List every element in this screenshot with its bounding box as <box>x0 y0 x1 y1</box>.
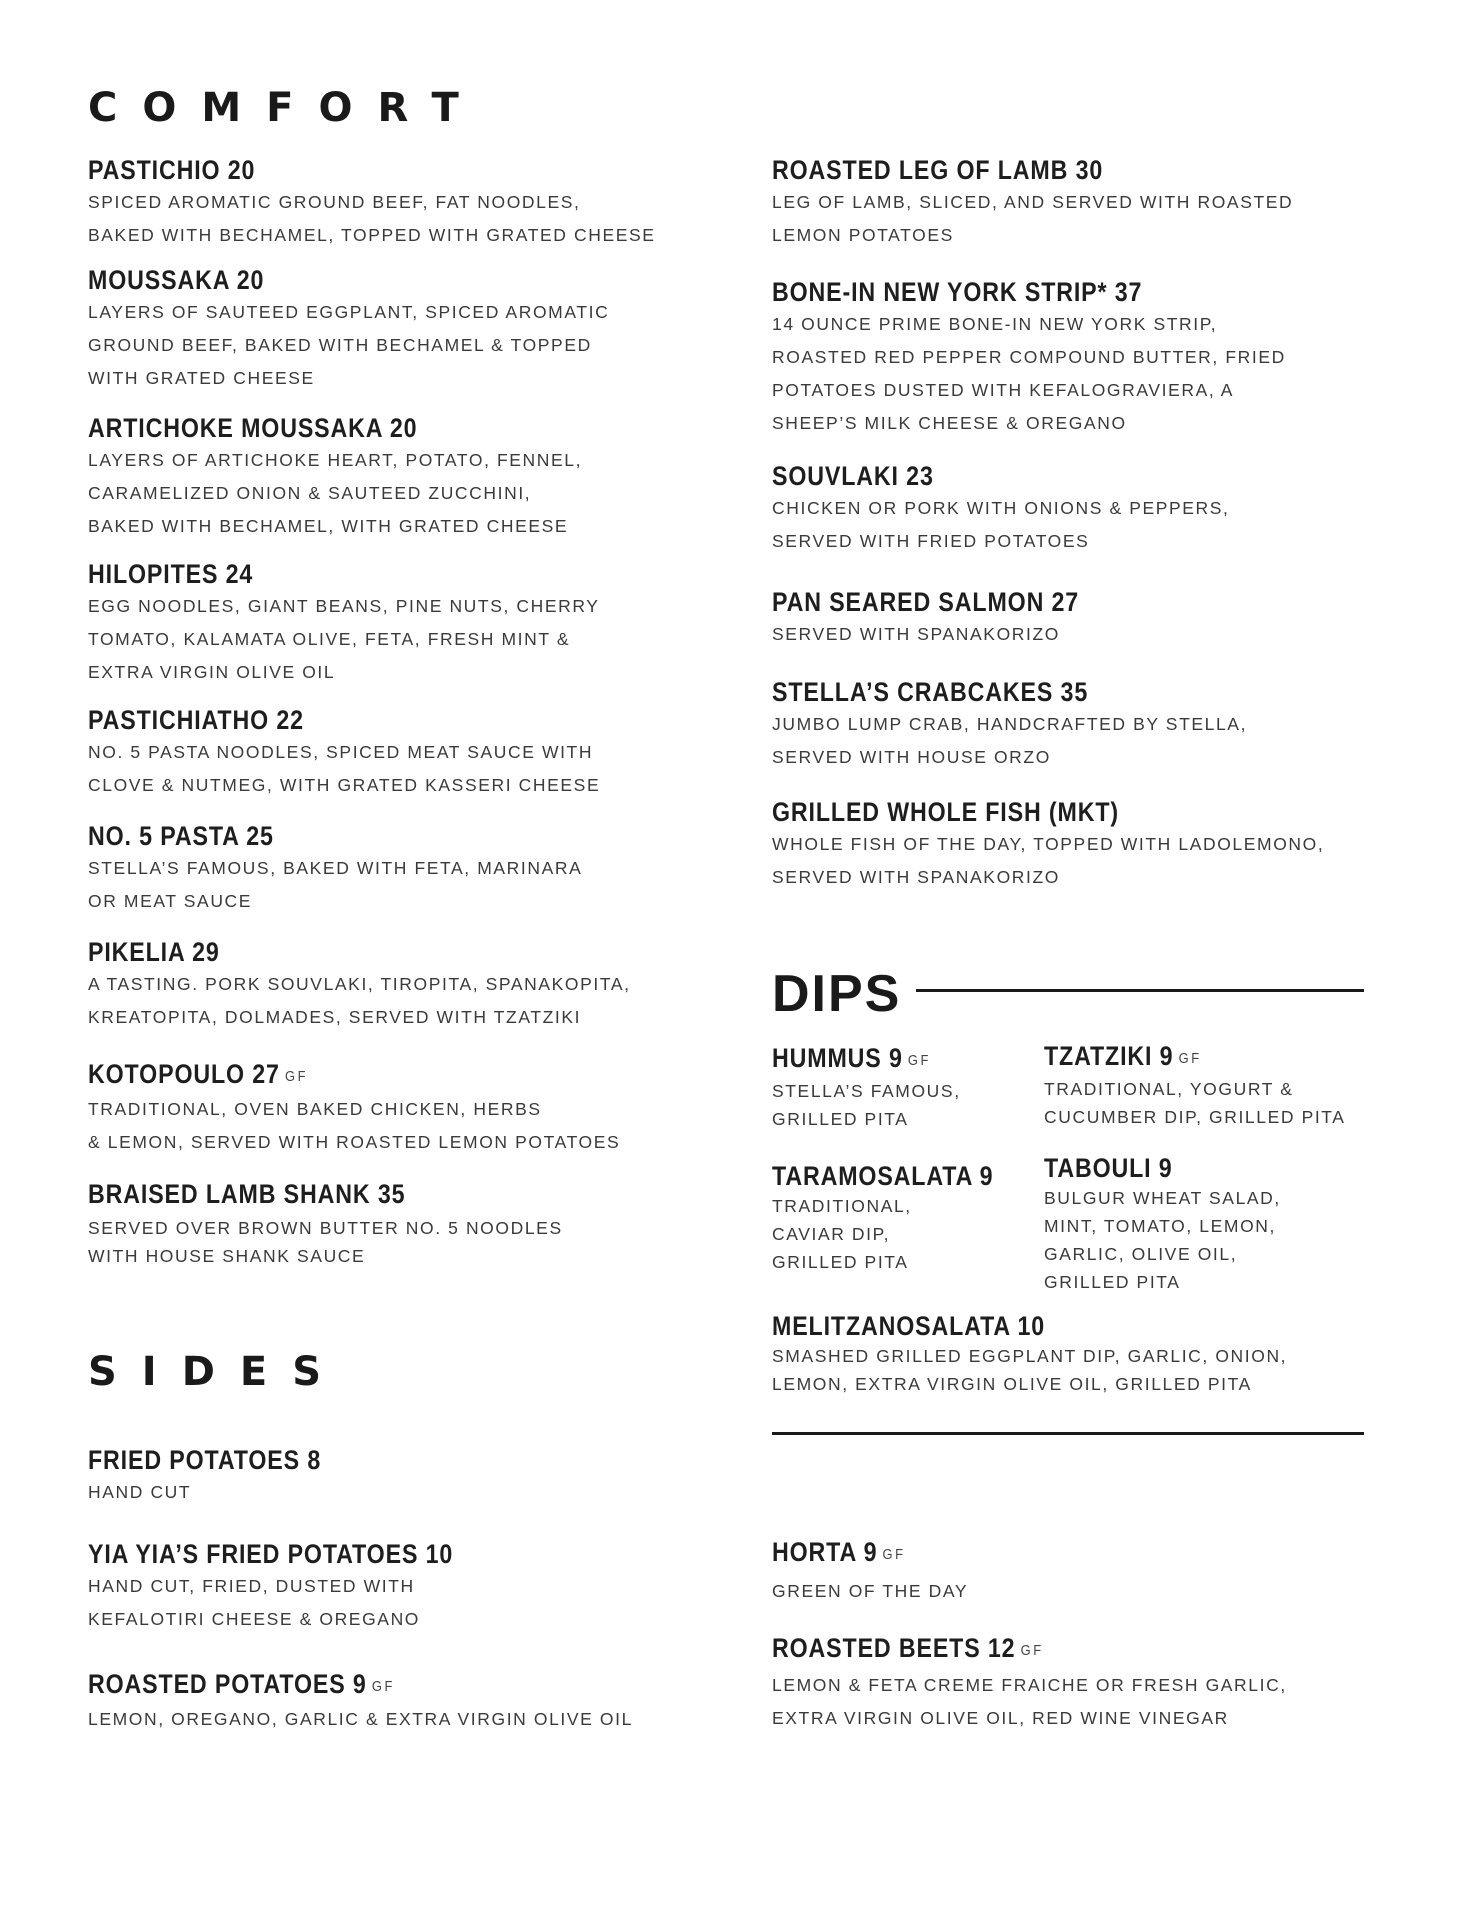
item-name: PAN SEARED SALMON 27 <box>772 587 1080 617</box>
item-name: STELLA’S CRABCAKES 35 <box>772 677 1089 707</box>
menu-item-souvlaki <box>772 460 1230 558</box>
menu-item-pastichio <box>88 154 656 252</box>
menu-item-taramosalata <box>772 1160 1029 1276</box>
gluten-free-tag: GF <box>1178 1050 1202 1067</box>
item-description: LAYERS OF SAUTEED EGGPLANT, SPICED AROMATIC GROUND BEEF, BAKED WITH BECHAMEL & TOPPED WITH GRATED CHEESE <box>88 302 610 388</box>
menu-item-tzatziki <box>1044 1040 1346 1131</box>
menu-item-artichoke-moussaka <box>88 412 582 543</box>
item-name: PIKELIA 29 <box>88 937 220 967</box>
item-name: HORTA 9 GF <box>772 1537 906 1567</box>
item-description: A TASTING. PORK SOUVLAKI, TIROPITA, SPANAKOPITA, KREATOPITA, DOLMADES, SERVED WITH TZATZIKI <box>88 974 631 1027</box>
menu-item-moussaka <box>88 264 609 395</box>
menu-item-no5-pasta <box>88 820 582 918</box>
gluten-free-tag: GF <box>907 1052 931 1069</box>
item-name: SOUVLAKI 23 <box>772 461 934 491</box>
item-description: WHOLE FISH OF THE DAY, TOPPED WITH LADOLEMONO, SERVED WITH SPANAKORIZO <box>772 834 1325 887</box>
item-name: FRIED POTATOES 8 <box>88 1445 322 1475</box>
item-description: TRADITIONAL, OVEN BAKED CHICKEN, HERBS & LEMON, SERVED WITH ROASTED LEMON POTATOES <box>88 1099 621 1152</box>
item-description: GREEN OF THE DAY <box>772 1581 969 1601</box>
menu-item-roasted-leg-of-lamb <box>772 154 1293 252</box>
item-description: TRADITIONAL, YOGURT & CUCUMBER DIP, GRILLED PITA <box>1044 1079 1346 1127</box>
dips-section-title: DIPS <box>772 965 902 1023</box>
item-description: SERVED WITH SPANAKORIZO <box>772 624 1060 644</box>
item-description: LAYERS OF ARTICHOKE HEART, POTATO, FENNEL, CARAMELIZED ONION & SAUTEED ZUCCHINI, BAKED WITH BECHAMEL, WITH GRATED CHEESE <box>88 450 583 536</box>
menu-item-horta <box>772 1536 968 1608</box>
item-description: LEMON & FETA CREME FRAICHE OR FRESH GARLIC, EXTRA VIRGIN OLIVE OIL, RED WINE VINEGAR <box>772 1675 1287 1728</box>
gluten-free-tag: GF <box>882 1546 906 1563</box>
item-name: ROASTED BEETS 12 GF <box>772 1633 1044 1663</box>
item-name: BONE-IN NEW YORK STRIP* 37 <box>772 277 1143 307</box>
menu-item-melitzanosalata <box>772 1310 1287 1398</box>
menu-item-fried-potatoes <box>88 1444 359 1509</box>
menu-item-hummus <box>772 1042 961 1133</box>
item-description: HAND CUT <box>88 1482 192 1502</box>
item-description: LEG OF LAMB, SLICED, AND SERVED WITH ROASTED LEMON POTATOES <box>772 192 1294 245</box>
menu-item-roasted-beets <box>772 1632 1287 1735</box>
item-description: STELLA’S FAMOUS, GRILLED PITA <box>772 1081 961 1129</box>
item-name: HUMMUS 9 GF <box>772 1043 931 1073</box>
item-name: TABOULI 9 <box>1044 1153 1173 1183</box>
item-name: PASTICHIO 20 <box>88 155 256 185</box>
item-name: TZATZIKI 9 GF <box>1044 1041 1202 1071</box>
dips-bottom-rule <box>772 1432 1364 1435</box>
item-description: STELLA’S FAMOUS, BAKED WITH FETA, MARINARA OR MEAT SAUCE <box>88 858 583 911</box>
item-name: BRAISED LAMB SHANK 35 <box>88 1179 406 1209</box>
item-name: PASTICHIATHO 22 <box>88 705 304 735</box>
gluten-free-tag: GF <box>284 1068 309 1085</box>
item-description: TRADITIONAL, CAVIAR DIP, GRILLED PITA <box>772 1196 912 1272</box>
item-name: ARTICHOKE MOUSSAKA 20 <box>88 413 418 443</box>
item-description: JUMBO LUMP CRAB, HANDCRAFTED BY STELLA, SERVED WITH HOUSE ORZO <box>772 714 1248 767</box>
gluten-free-tag: GF <box>371 1678 395 1695</box>
menu-item-kotopoulo <box>88 1058 620 1159</box>
item-name: NO. 5 PASTA 25 <box>88 821 274 851</box>
menu-item-stellas-crabcakes <box>772 676 1247 774</box>
comfort-section-title: COMFORT <box>88 85 484 131</box>
menu-item-grilled-whole-fish <box>772 796 1324 894</box>
menu-item-pastichiatho <box>88 704 600 802</box>
item-description: 14 OUNCE PRIME BONE-IN NEW YORK STRIP, ROASTED RED PEPPER COMPOUND BUTTER, FRIED POTATOES DUSTED WITH KEFALOGRAVIERA, A SHEEP’S MILK CHEESE & OREGANO <box>772 314 1286 433</box>
item-name: YIA YIA’S FRIED POTATOES 10 <box>88 1539 454 1569</box>
dips-top-rule <box>916 989 1364 992</box>
item-description: EGG NOODLES, GIANT BEANS, PINE NUTS, CHERRY TOMATO, KALAMATA OLIVE, FETA, FRESH MINT & EXTRA VIRGIN OLIVE OIL <box>88 596 600 682</box>
item-description: BULGUR WHEAT SALAD, MINT, TOMATO, LEMON, GARLIC, OLIVE OIL, GRILLED PITA <box>1044 1188 1281 1292</box>
item-description: SPICED AROMATIC GROUND BEEF, FAT NOODLES, BAKED WITH BECHAMEL, TOPPED WITH GRATED CHEESE <box>88 192 656 245</box>
item-name: MOUSSAKA 20 <box>88 265 265 295</box>
item-description: HAND CUT, FRIED, DUSTED WITH KEFALOTIRI CHEESE & OREGANO <box>88 1576 421 1629</box>
gluten-free-tag: GF <box>1020 1642 1044 1659</box>
item-description: NO. 5 PASTA NOODLES, SPICED MEAT SAUCE WITH CLOVE & NUTMEG, WITH GRATED KASSERI CHEESE <box>88 742 601 795</box>
item-description: SERVED OVER BROWN BUTTER NO. 5 NOODLES WITH HOUSE SHANK SAUCE <box>88 1218 563 1266</box>
item-description: CHICKEN OR PORK WITH ONIONS & PEPPERS, SERVED WITH FRIED POTATOES <box>772 498 1230 551</box>
item-description: LEMON, OREGANO, GARLIC & EXTRA VIRGIN OLIVE OIL <box>88 1709 633 1729</box>
item-name: KOTOPOULO 27 GF <box>88 1059 309 1089</box>
menu-item-yia-yias-fried-potatoes <box>88 1538 513 1636</box>
item-name: ROASTED LEG OF LAMB 30 <box>772 155 1104 185</box>
item-name: ROASTED POTATOES 9 GF <box>88 1669 395 1699</box>
menu-item-bone-in-ny-strip <box>772 276 1286 440</box>
menu-item-pan-seared-salmon <box>772 586 1129 651</box>
menu-item-tabouli <box>1044 1152 1281 1296</box>
item-name: MELITZANOSALATA 10 <box>772 1311 1046 1341</box>
item-name: GRILLED WHOLE FISH (MKT) <box>772 797 1119 827</box>
menu-item-roasted-potatoes <box>88 1668 633 1736</box>
sides-section-title: SIDES <box>88 1349 347 1395</box>
item-description: SMASHED GRILLED EGGPLANT DIP, GARLIC, ONION, LEMON, EXTRA VIRGIN OLIVE OIL, GRILLED PITA <box>772 1346 1288 1394</box>
menu-item-pikelia <box>88 936 631 1034</box>
menu-item-braised-lamb-shank <box>88 1178 563 1270</box>
menu-item-hilopites <box>88 558 600 689</box>
item-name: TARAMOSALATA 9 <box>772 1161 994 1191</box>
item-name: HILOPITES 24 <box>88 559 254 589</box>
